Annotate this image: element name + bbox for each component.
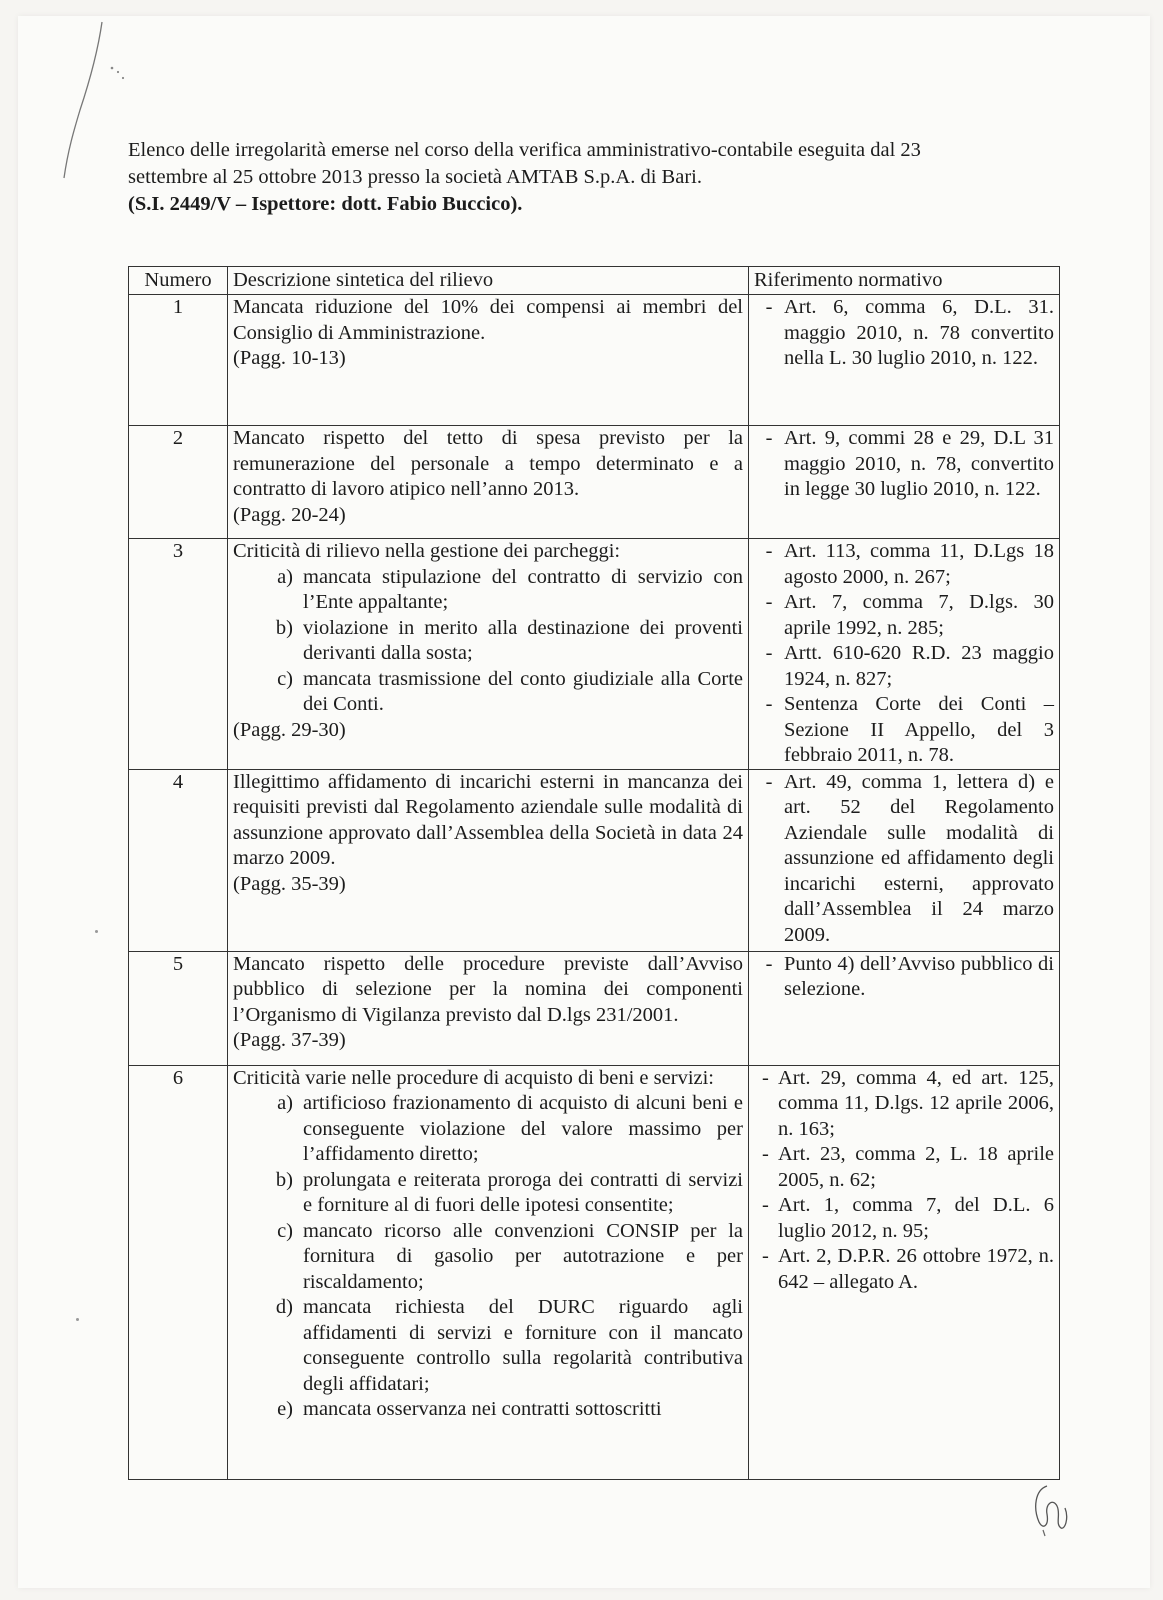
norm-item: - Art. 2, D.P.R. 26 ottobre 1972, n. 642 – allegato A.: [762, 1245, 1054, 1293]
sub-item: e) mancata osservanza nei contratti sottoscritti: [277, 1398, 662, 1420]
header-number: Numero: [129, 267, 228, 295]
row-number: 2: [129, 426, 228, 539]
row-number: 5: [129, 951, 228, 1065]
sub-item: a) artificioso frazionamento di acquisto di alcuni beni e conseguente violazione del valore massimo per l’affidamento diretto;: [277, 1092, 743, 1165]
row-description: [228, 295, 749, 426]
page-reference: (Pagg. 10-13): [233, 347, 346, 369]
table-row: [129, 295, 1060, 426]
norm-item: - Art. 9, commi 28 e 29, D.L 31 maggio 2010, n. 78, convertito in legge 30 luglio 2010, n. 122.: [765, 427, 1054, 500]
scan-speck: [76, 1318, 79, 1321]
row-description: [228, 1065, 749, 1479]
row-number: 1: [129, 295, 228, 426]
page-reference: (Pagg. 29-30): [233, 718, 346, 741]
sub-item: d) mancata richiesta del DURC riguardo agli affidamenti di servizi e forniture con il mancato conseguente controllo sulla regolarità contributiva degli affidatari;: [275, 1296, 743, 1395]
sub-item: b) violazione in merito alla destinazione dei proventi derivanti dalla sosta;: [275, 616, 743, 664]
row-number: 4: [129, 769, 228, 951]
norm-item: - Art. 23, comma 2, L. 18 aprile 2005, n. 62;: [762, 1143, 1054, 1191]
table-header-row: [129, 267, 1060, 295]
norm-item: - Art. 29, comma 4, ed art. 125, comma 11, D.lgs. 12 aprile 2006, n. 163;: [762, 1066, 1054, 1140]
page-reference: (Pagg. 20-24): [233, 503, 346, 526]
sub-item: b) prolungata e reiterata proroga dei contratti di servizi e forniture al di fuori delle ipotesi consentite;: [275, 1168, 743, 1216]
description-text: Criticità varie nelle procedure di acquisto di beni e servizi:: [233, 1066, 714, 1089]
row-description: [228, 951, 749, 1065]
row-norms: [749, 539, 1060, 770]
row-norms: [749, 769, 1060, 951]
row-number: 6: [129, 1065, 228, 1479]
page-reference: (Pagg. 35-39): [233, 872, 346, 895]
intro-line-1: Elenco delle irregolarità emerse nel corso della verifica amministrativo-contabile eseguita dal 23: [128, 139, 921, 161]
intro-line-2: settembre al 25 ottobre 2013 presso la società AMTAB S.p.A. di Bari.: [128, 166, 702, 188]
inspection-reference: (S.I. 2449/V – Ispettore: dott. Fabio Buccico).: [128, 193, 523, 215]
document-intro: [128, 137, 1058, 218]
norm-item: - Art. 113, comma 11, D.Lgs 18 agosto 2000, n. 267;: [765, 540, 1054, 588]
norm-item: - Sentenza Corte dei Conti – Sezione II Appello, del 3 febbraio 2011, n. 78.: [765, 693, 1054, 766]
row-norms: [749, 295, 1060, 426]
norm-item: - Art. 49, comma 1, lettera d) e art. 52 del Regolamento Aziendale sulle modalità di assunzione ed affidamento degli incarichi esterni, approvato dall’Assemblea il 24 marzo 2009.: [765, 770, 1054, 946]
description-text: Mancato rispetto del tetto di spesa previsto per la remunerazione del personale a tempo determinato e a contratto di lavoro atipico nell’anno 2013.: [233, 427, 743, 500]
scan-artifact-mark: [60, 20, 130, 180]
row-description: [228, 539, 749, 770]
description-text: Mancata riduzione del 10% dei compensi ai membri del Consiglio di Amministrazione.: [233, 296, 743, 344]
description-text: Mancato rispetto delle procedure previste dall’Avviso pubblico di selezione per la nomina dei componenti l’Organismo di Vigilanza previsto dal D.lgs 231/2001.: [233, 952, 743, 1026]
row-norms: [749, 1065, 1060, 1479]
norm-item: - Art. 6, comma 6, D.L. 31. maggio 2010, n. 78 convertito nella L. 30 luglio 2010, n. 122.: [765, 296, 1054, 369]
row-description: [228, 426, 749, 539]
row-number: 3: [129, 539, 228, 770]
norm-item: - Artt. 610-620 R.D. 23 maggio 1924, n. 827;: [765, 642, 1054, 690]
scan-speck: [95, 930, 98, 933]
table-row: [129, 1065, 1060, 1479]
description-text: Illegittimo affidamento di incarichi esterni in mancanza dei requisiti previsti dal Regolamento aziendale sulle modalità di assunzione approvato dall’Assemblea della Società in data 24 marzo 2009.: [233, 770, 743, 869]
row-norms: [749, 951, 1060, 1065]
sub-item: a) mancata stipulazione del contratto di servizio con l’Ente appaltante;: [277, 565, 743, 613]
sub-item: c) mancato ricorso alle convenzioni CONSIP per la fornitura di gasolio per autotrazione e per riscaldamento;: [277, 1219, 743, 1293]
sub-item: c) mancata trasmissione del conto giudiziale alla Corte dei Conti.: [277, 667, 743, 715]
norm-item: - Art. 7, comma 7, D.lgs. 30 aprile 1992, n. 285;: [765, 591, 1054, 639]
norm-item: - Punto 4) dell’Avviso pubblico di selezione.: [765, 952, 1054, 1000]
table-row: [129, 951, 1060, 1065]
initials-signature-icon: [1025, 1478, 1075, 1538]
table-row: [129, 426, 1060, 539]
page-reference: (Pagg. 37-39): [233, 1029, 346, 1051]
norm-item: - Art. 1, comma 7, del D.L. 6 luglio 2012, n. 95;: [762, 1194, 1054, 1242]
irregularities-table: [128, 266, 1060, 1480]
table-row: [129, 539, 1060, 770]
header-reference: Riferimento normativo: [749, 267, 1060, 295]
description-text: Criticità di rilievo nella gestione dei parcheggi:: [233, 540, 621, 562]
table-row: [129, 769, 1060, 951]
header-description: Descrizione sintetica del rilievo: [228, 267, 749, 295]
row-description: [228, 769, 749, 951]
row-norms: [749, 426, 1060, 539]
